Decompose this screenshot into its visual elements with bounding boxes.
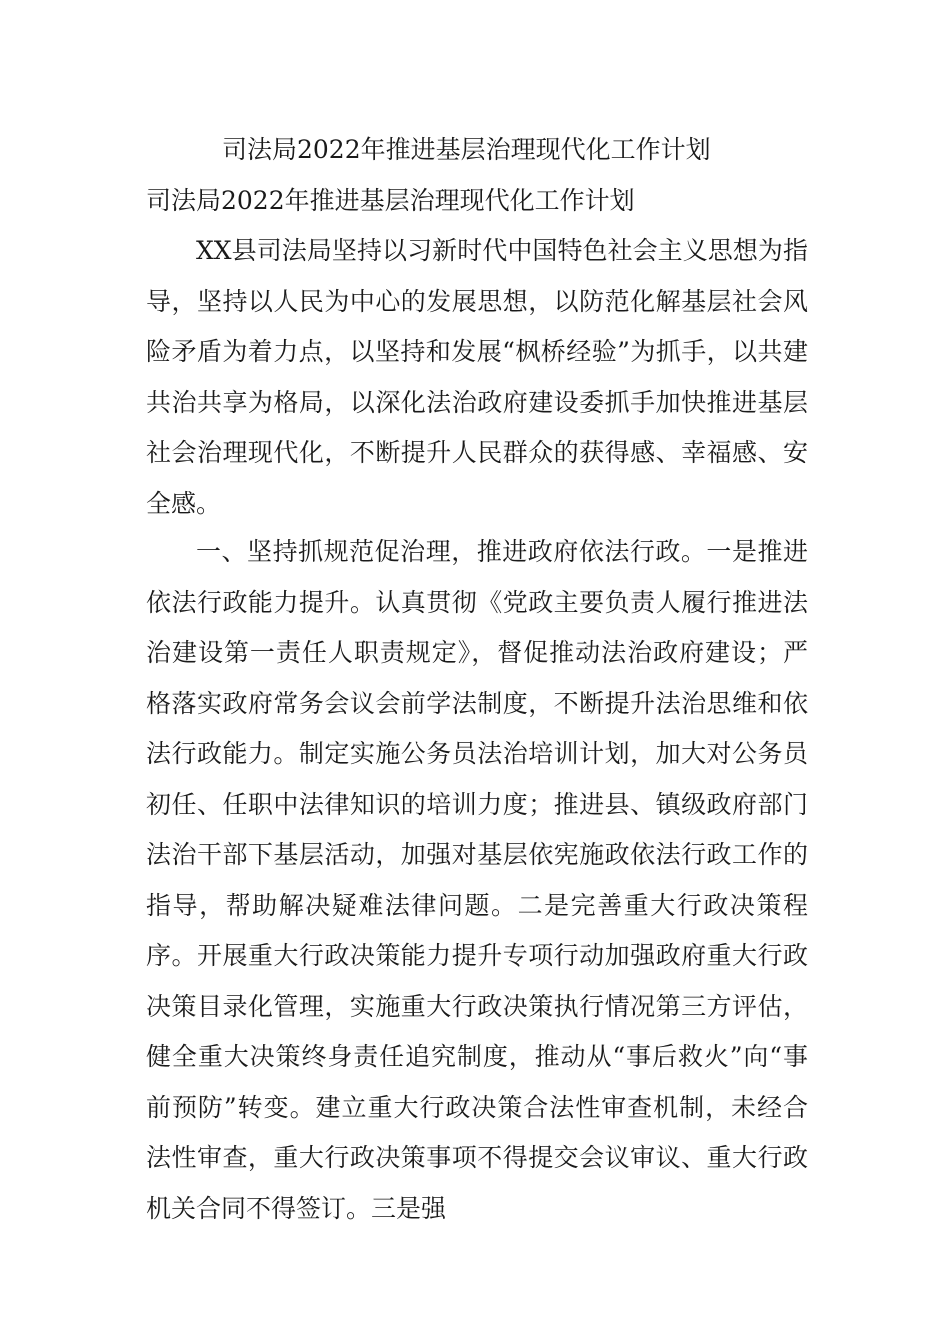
document-title: 司法局2022年推进基层治理现代化工作计划 <box>222 135 711 164</box>
paragraph-section-one: 一、坚持抓规范促治理，推进政府依法行政。一是推进依法行政能力提升。认真贯彻《党政主要负责人履行推进法治建设第一责任人职责规定》，督促推动法治政府建设；严格落实政府常务会议会前学法制度，不断提升法治思维和依法行政能力。制定实施公务员法治培训计划，加大对公务员初任、任职中法律知识的培训力度；推进县、镇级政府部门法治干部下基层活动，加强对基层依宪施政依法行政工作的指导，帮助解决疑难法律问题。二是完善重大行政决策程序。开展重大行政决策能力提升专项行动加强政府重大行政决策目录化管理，实施重大行政决策执行情况第三方评估，健全重大决策终身责任追究制度，推动从“事后救火”向“事前预防”转变。建立重大行政决策合法性审查机制，未经合法性审查，重大行政决策事项不得提交会议审议、重大行政机关合同不得签订。三是强 <box>146 537 808 1223</box>
document-subtitle: 司法局2022年推进基层治理现代化工作计划 <box>146 186 635 215</box>
paragraph-intro: XX县司法局坚持以习新时代中国特色社会主义思想为指导，坚持以人民为中心的发展思想，以防范化解基层社会风险矛盾为着力点，以坚持和发展“枫桥经验”为抓手，以共建共治共享为格局，以深化法治政府建设委抓手加快推进基层社会治理现代化，不断提升人民群众的获得感、幸福感、安全感。 <box>146 236 808 518</box>
